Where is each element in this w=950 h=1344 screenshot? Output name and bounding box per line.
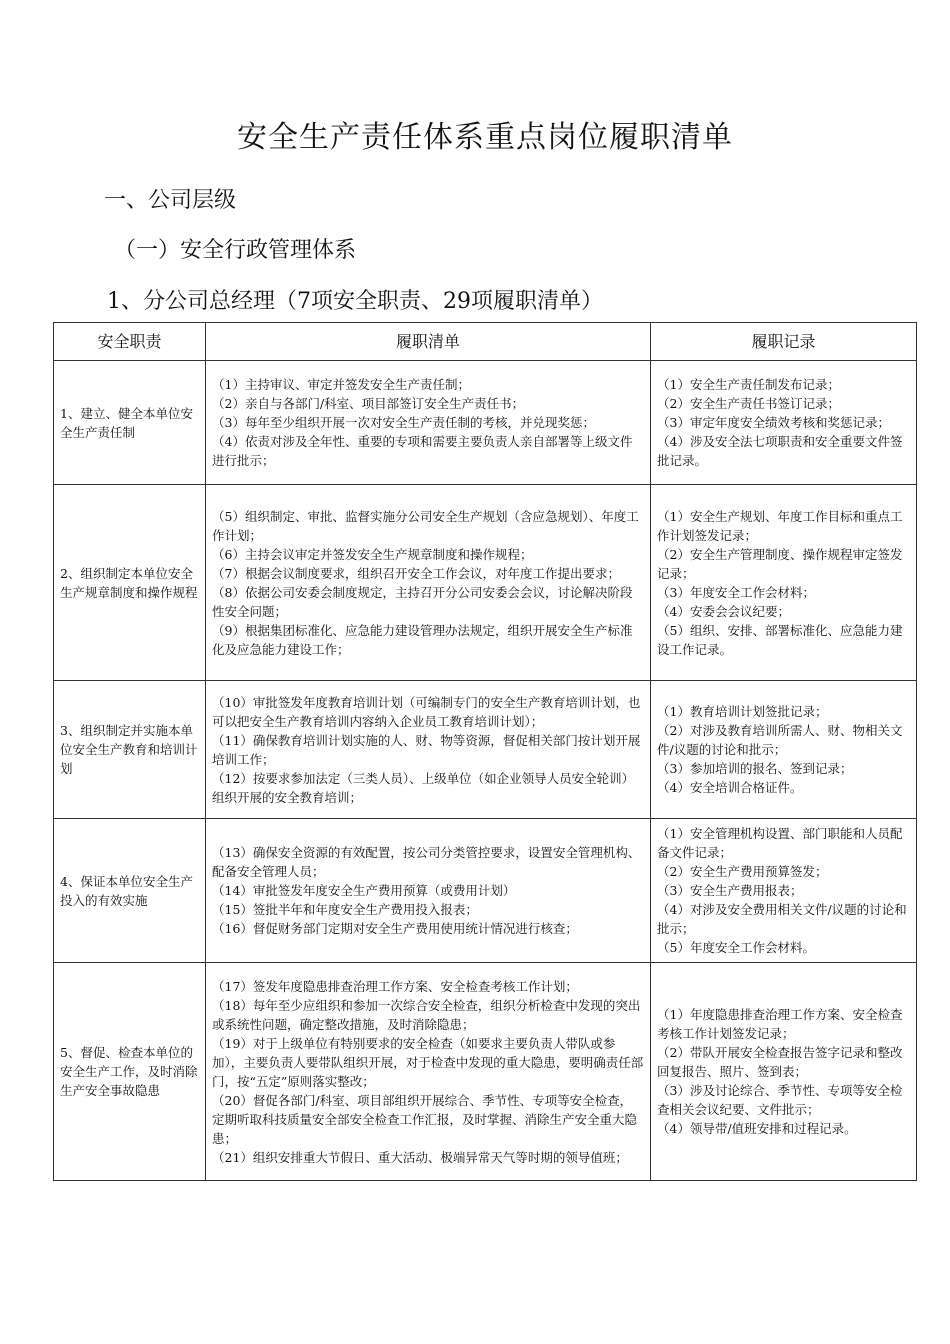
record-item: （5）组织、安排、部署标准化、应急能力建设工作记录。 <box>657 622 903 657</box>
responsibility-cell: 3、组织制定并实施本单位安全生产教育和培训计划 <box>54 681 206 819</box>
heading-admin-system: （一）安全行政管理体系 <box>114 238 357 263</box>
record-item: （2）带队开展安全检查报告签字记录和整改回复报告、照片、签到表； <box>657 1045 903 1079</box>
record-cell <box>651 963 917 1181</box>
duty-item: （2）亲自与各部门/科室、项目部签订安全生产责任书； <box>212 396 525 411</box>
duty-item: （7）根据会议制度要求，组织召开安全工作会议，对年度工作提出要求； <box>212 565 620 581</box>
duty-item: （8）依据公司安委会制度规定，主持召开分公司安委会会议，讨论解决阶段性安全问题； <box>212 584 633 619</box>
record-item: （2）安全生产管理制度、操作规程审定签发记录； <box>657 546 903 581</box>
duty-item: （9）根据集团标准化、应急能力建设管理办法规定，组织开展安全生产标准化及应急能力建设工作； <box>212 622 633 657</box>
responsibility-cell: 4、保证本单位安全生产投入的有效实施 <box>54 819 206 963</box>
duty-item: （10）审批签发年度教育培训计划（可编制专门的安全生产教育培训计划，也可以把安全生产教育培训内容纳入企业员工教育培训计划）； <box>212 694 641 729</box>
table-row <box>54 681 917 819</box>
duty-item: （19）对于上级单位有特别要求的安全检查（如要求主要负责人带队或参加），主要负责人要带队组织开展，对于检查中发现的重大隐患，要明确责任部门，按“五定”原则落实整改； <box>212 1035 644 1089</box>
table-row <box>54 819 917 963</box>
duty-item: （6）主持会议审定并签发安全生产规章制度和操作规程； <box>212 546 533 562</box>
record-item: （4）安委会会议纪要； <box>657 603 790 619</box>
table-row <box>54 361 917 485</box>
record-item: （3）安全生产费用报表； <box>657 883 803 898</box>
header-responsibility: 安全职责 <box>54 323 206 361</box>
duty-item: （11）确保教育培训计划实施的人、财、物等资源，督促相关部门按计划开展培训工作； <box>212 732 641 767</box>
record-item: （4）领导带/值班安排和过程记录。 <box>657 1121 857 1136</box>
duty-cell <box>206 485 651 681</box>
duty-item: （4）依责对涉及全年性、重要的专项和需要主要负责人亲自部署等上级文件进行批示； <box>212 434 633 468</box>
duty-item: （5）组织制定、审批、监督实施分公司安全生产规划（含应急规划）、年度工作计划； <box>212 508 639 543</box>
record-item: （3）参加培训的报名、签到记录； <box>657 761 853 776</box>
record-item: （2）安全生产费用预算签发； <box>657 864 828 879</box>
record-item: （2）对涉及教育培训所需人、财、物相关文件/议题的讨论和批示； <box>657 723 903 757</box>
duty-cell <box>206 361 651 485</box>
record-item: （1）安全生产责任制发布记录； <box>657 377 840 392</box>
record-item: （3）涉及讨论综合、季节性、专项等安全检查相关会议纪要、文件批示； <box>657 1083 903 1117</box>
duty-cell <box>206 681 651 819</box>
duty-item: （20）督促各部门/科室、项目部组织开展综合、季节性、专项等安全检查，定期听取科技质量安全部安全检查工作汇报，及时掌握、消除生产安全重大隐患； <box>212 1092 638 1146</box>
document-title: 安全生产责任体系重点岗位履职清单 <box>237 120 733 155</box>
responsibility-cell: 2、组织制定本单位安全生产规章制度和操作规程 <box>54 485 206 681</box>
record-cell <box>651 485 917 681</box>
duty-item: （18）每年至少应组织和参加一次综合安全检查，组织分析检查中发现的突出或系统性问题，确定整改措施，及时消除隐患； <box>212 997 641 1032</box>
record-cell <box>651 681 917 819</box>
heading-company-level: 一、公司层级 <box>104 188 237 213</box>
duty-item: （15）签批半年和年度安全生产费用投入报表； <box>212 902 478 917</box>
header-record: 履职记录 <box>651 323 917 361</box>
record-item: （1）教育培训计划签批记录； <box>657 704 828 719</box>
record-item: （1）安全管理机构设置、部门职能和人员配备文件记录； <box>657 826 903 860</box>
responsibility-cell: 5、督促、检查本单位的安全生产工作，及时消除生产安全事故隐患 <box>54 963 206 1181</box>
record-item: （2）安全生产责任书签订记录； <box>657 396 840 411</box>
header-duty-list: 履职清单 <box>206 323 651 361</box>
duty-item: （21）组织安排重大节假日、重大活动、极端异常天气等时期的领导值班； <box>212 1149 628 1165</box>
record-item: （4）安全培训合格证件。 <box>657 780 803 795</box>
duty-item: （1）主持审议、审定并签发安全生产责任制； <box>212 377 470 392</box>
record-item: （3）年度安全工作会材料； <box>657 584 815 600</box>
record-cell <box>651 361 917 485</box>
duty-item: （16）督促财务部门定期对安全生产费用使用统计情况进行核查； <box>212 921 578 936</box>
duty-item: （12）按要求参加法定（三类人员）、上级单位（如企业领导人员安全轮训）组织开展的安全教育培训； <box>212 770 635 805</box>
table-row <box>54 963 917 1181</box>
record-item: （1）年度隐患排查治理工作方案、安全检查考核工作计划签发记录； <box>657 1007 903 1041</box>
record-item: （4）涉及安全法七项职责和安全重要文件签批记录。 <box>657 434 903 468</box>
duty-item: （14）审批签发年度安全生产费用预算（或费用计划） <box>212 883 516 898</box>
table-header-row <box>54 323 917 361</box>
table-row <box>54 485 917 681</box>
table-body <box>54 361 917 1181</box>
responsibility-cell: 1、建立、健全本单位安全生产责任制 <box>54 361 206 485</box>
duty-table <box>53 322 917 1181</box>
record-item: （5）年度安全工作会材料。 <box>657 940 815 955</box>
record-item: （1）安全生产规划、年度工作目标和重点工作计划签发记录； <box>657 508 903 543</box>
duty-cell <box>206 819 651 963</box>
duty-item: （13）确保安全资源的有效配置，按公司分类管控要求，设置安全管理机构、配备安全管理人员； <box>212 845 641 879</box>
heading-general-manager: 1、分公司总经理（7项安全职责、29项履职清单） <box>107 289 603 314</box>
record-item: （4）对涉及安全费用相关文件/议题的讨论和批示； <box>657 902 907 936</box>
duty-item: （17）签发年度隐患排查治理工作方案、安全检查考核工作计划； <box>212 978 578 994</box>
record-cell <box>651 819 917 963</box>
duty-item: （3）每年至少组织开展一次对安全生产责任制的考核，并兑现奖惩； <box>212 415 595 430</box>
record-item: （3）审定年度安全绩效考核和奖惩记录； <box>657 415 890 430</box>
duty-cell <box>206 963 651 1181</box>
